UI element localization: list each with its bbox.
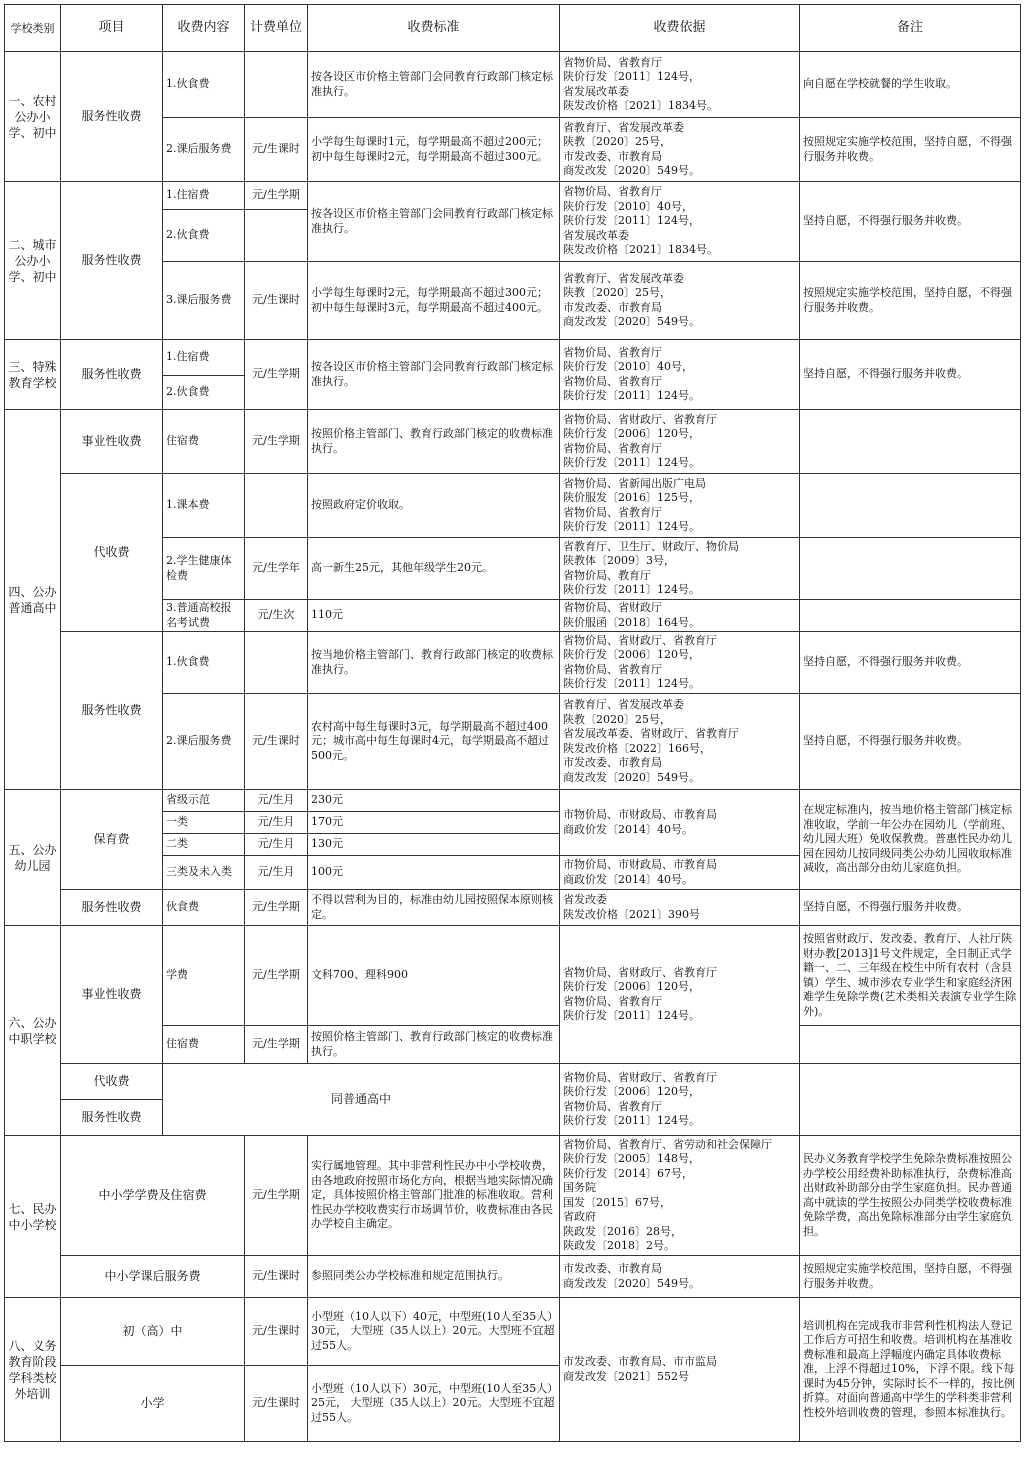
item-cell: 3.普通高校报名考试费	[163, 600, 245, 632]
header-content: 收费内容	[163, 5, 245, 52]
note-cell	[800, 474, 1021, 538]
item-cell: 1.伙食费	[163, 632, 245, 694]
unit-cell: 元/生月	[245, 790, 308, 812]
item-cell: 住宿费	[163, 1026, 245, 1064]
standard-cell: 实行属地管理。其中非营利性民办中小学校收费，由各地政府按照市场化方向，根据当地实际情况确定，具体按照价格主管部门批准的标准收取。营利性民办学校收费实行市场调节价，收费标准由各民办学校自主确定。	[308, 1136, 560, 1256]
category-cell: 一、农村公办小学、初中	[5, 52, 61, 182]
note-cell: 按照规定实施学校范围，坚持自愿，不得强行服务并收费。	[800, 1256, 1021, 1298]
item-cell: 1.住宿费	[163, 340, 245, 376]
unit-cell: 元/生课时	[245, 694, 308, 790]
basis-cell: 市物价局、市财政局、市教育局 商政价发〔2014〕40号。	[560, 856, 800, 890]
item-cell: 2.课后服务费	[163, 694, 245, 790]
unit-cell	[245, 474, 308, 538]
basis-cell: 省发改委 陕发改价格〔2021〕390号	[560, 890, 800, 926]
unit-cell: 元/生学期	[245, 182, 308, 210]
unit-cell: 元/生月	[245, 856, 308, 890]
table-row	[5, 1064, 1021, 1100]
project-cell: 事业性收费	[61, 926, 163, 1064]
header-basis: 收费依据	[560, 5, 800, 52]
category-cell: 二、城市公办小学、初中	[5, 182, 61, 340]
project-cell: 中小学学费及住宿费	[61, 1136, 245, 1256]
table-row	[5, 340, 1021, 376]
unit-cell: 元/生课时	[245, 262, 308, 340]
standard-cell: 小型班（10人以下）40元，中型班(10人至35人）30元， 大型班（35人以上）20元。大型班不宜超过55人。	[308, 1298, 560, 1366]
item-cell: 三类及未入类	[163, 856, 245, 890]
project-cell: 服务性收费	[61, 632, 163, 790]
unit-cell: 元/生课时	[245, 1298, 308, 1366]
unit-cell: 元/生学期	[245, 890, 308, 926]
project-cell: 初（高）中	[61, 1298, 245, 1366]
item-cell: 1.住宿费	[163, 182, 245, 210]
item-cell: 1.课本费	[163, 474, 245, 538]
basis-cell: 省物价局、省财政厅、省教育厅 陕价行发〔2006〕120号， 省物价局、省教育厅 陕价行发〔2011〕124号。	[560, 1064, 800, 1136]
unit-cell: 元/生次	[245, 600, 308, 632]
basis-cell: 市发改委、市教育局 商发改发〔2020〕549号。	[560, 1256, 800, 1298]
category-cell: 五、公办幼儿园	[5, 790, 61, 926]
category-cell: 六、公办中职学校	[5, 926, 61, 1136]
note-cell: 民办义务教育学校学生免除杂费标准按照公办学校公用经费补助标准执行，杂费标准高出财政补助部分由学生家庭负担。民办普通高中就读的学生按照公办同类学校收费标准免除学费，高出免除标准部分由学生家庭负担。	[800, 1136, 1021, 1256]
basis-cell: 省教育厅、省发展改革委 陕教〔2020〕25号， 市发改委、市教育局 商发改发〔2020〕549号。	[560, 262, 800, 340]
note-cell	[800, 600, 1021, 632]
table-row	[5, 632, 1021, 694]
table-row	[5, 790, 1021, 812]
note-cell	[800, 410, 1021, 474]
table-row	[5, 1136, 1021, 1256]
note-cell: 按照省财政厅、发改委、教育厅、人社厅陕财办教[2013]1号文件规定，全日制正式学籍一、二、三年级在校生中所有农村（含县镇）学生、城市涉农专业学生和家庭经济困难学生免除学费(艺术类相关表演专业学生除外)。	[800, 926, 1021, 1026]
project-cell: 服务性收费	[61, 890, 163, 926]
basis-cell: 市物价局、市财政局、市教育局 商政价发〔2014〕40号。	[560, 790, 800, 856]
standard-cell: 高一新生25元，其他年级学生20元。	[308, 538, 560, 600]
basis-cell: 省物价局、省教育厅、省劳动和社会保障厅 陕价行发〔2005〕148号， 陕价行发〔2014〕67号， 国务院 国发〔2015〕67号， 省政府 陕政发〔2016〕28号， 陕政发〔2018〕2号。	[560, 1136, 800, 1256]
note-cell: 坚持自愿，不得强行服务并收费。	[800, 632, 1021, 694]
project-cell: 中小学课后服务费	[61, 1256, 245, 1298]
unit-cell: 元/生学期	[245, 1026, 308, 1064]
header-note: 备注	[800, 5, 1021, 52]
unit-cell	[245, 52, 308, 118]
project-cell: 代收费	[61, 474, 163, 632]
standard-cell: 不得以营利为目的，标准由幼儿园按照保本原则核定。	[308, 890, 560, 926]
project-cell: 服务性收费	[61, 1100, 163, 1136]
unit-cell: 元/生学期	[245, 926, 308, 1026]
item-cell: 住宿费	[163, 410, 245, 474]
unit-cell: 元/生课时	[245, 118, 308, 182]
unit-cell	[245, 632, 308, 694]
standard-cell: 按当地价格主管部门、教育行政部门核定的收费标准执行。	[308, 632, 560, 694]
header-school-type: 学校类别	[5, 5, 61, 52]
basis-cell: 市发改委、市教育局、市市监局 商发改发〔2021〕552号	[560, 1298, 800, 1442]
standard-cell: 参照同类公办学校标准和规定范围执行。	[308, 1256, 560, 1298]
header-row	[5, 5, 1021, 52]
basis-cell: 省物价局、省财政厅、省教育厅 陕价行发〔2006〕120号， 省物价局、省教育厅 陕价行发〔2011〕124号。	[560, 410, 800, 474]
standard-cell: 按各设区市价格主管部门会同教育行政部门核定标准执行。	[308, 52, 560, 118]
table-row	[5, 410, 1021, 474]
item-cell: 2.学生健康体检费	[163, 538, 245, 600]
basis-cell: 省物价局、省教育厅 陕价行发〔2011〕124号， 省发展改革委 陕发改价格〔2021〕1834号。	[560, 52, 800, 118]
note-cell: 按照规定实施学校范围，坚持自愿，不得强行服务并收费。	[800, 262, 1021, 340]
category-cell: 八、义务教育阶段学科类校外培训	[5, 1298, 61, 1442]
basis-cell: 省物价局、省财政厅、省教育厅 陕价行发〔2006〕120号， 省物价局、省教育厅 陕价行发〔2011〕124号。	[560, 632, 800, 694]
project-cell: 服务性收费	[61, 52, 163, 182]
category-cell: 七、民办中小学校	[5, 1136, 61, 1298]
item-cell: 2.伙食费	[163, 376, 245, 410]
standard-cell: 农村高中每生每课时3元，每学期最高不超过400元；城市高中每生每课时4元，每学期最高不超过500元。	[308, 694, 560, 790]
header-standard: 收费标准	[308, 5, 560, 52]
note-cell: 坚持自愿，不得强行服务并收费。	[800, 340, 1021, 410]
standard-cell: 130元	[308, 834, 560, 856]
standard-cell: 小学每生每课时2元，每学期最高不超过300元；初中每生每课时3元，每学期最高不超过400元。	[308, 262, 560, 340]
note-cell	[800, 1026, 1021, 1064]
basis-cell: 省物价局、省教育厅 陕价行发〔2010〕40号， 省物价局、省教育厅 陕价行发〔2011〕124号。	[560, 340, 800, 410]
unit-cell: 元/生课时	[245, 1366, 308, 1442]
unit-cell: 元/生月	[245, 812, 308, 834]
item-cell: 一类	[163, 812, 245, 834]
basis-cell: 省教育厅、卫生厅、财政厅、物价局 陕教体〔2009〕3号， 省物价局、教育厅 陕价行发〔2011〕124号。	[560, 538, 800, 600]
standard-cell: 小学每生每课时1元，每学期最高不超过200元；初中每生每课时2元，每学期最高不超过300元。	[308, 118, 560, 182]
table-row	[5, 52, 1021, 118]
project-cell: 服务性收费	[61, 182, 163, 340]
project-cell: 服务性收费	[61, 340, 163, 410]
note-cell: 向自愿在学校就餐的学生收取。	[800, 52, 1021, 118]
item-cell: 2.伙食费	[163, 210, 245, 262]
table-row	[5, 1256, 1021, 1298]
unit-cell: 元/生学年	[245, 538, 308, 600]
note-cell: 坚持自愿，不得强行服务并收费。	[800, 694, 1021, 790]
unit-cell	[245, 210, 308, 262]
item-cell: 省级示范	[163, 790, 245, 812]
project-cell: 小学	[61, 1366, 245, 1442]
basis-cell: 省物价局、省教育厅 陕价行发〔2010〕40号， 陕价行发〔2011〕124号， 省发展改革委 陕发改价格〔2021〕1834号。	[560, 182, 800, 262]
basis-cell: 省物价局、省财政厅 陕价服函〔2018〕164号。	[560, 600, 800, 632]
unit-cell: 元/生课时	[245, 1256, 308, 1298]
project-cell: 保育费	[61, 790, 163, 890]
item-cell: 二类	[163, 834, 245, 856]
table-row	[5, 474, 1021, 538]
category-cell: 四、公办普通高中	[5, 410, 61, 790]
table-row	[5, 1298, 1021, 1366]
fee-table	[4, 4, 1021, 1442]
unit-cell: 元/生学期	[245, 1136, 308, 1256]
standard-cell: 按照政府定价收取。	[308, 474, 560, 538]
same-as-high-school-cell: 同普通高中	[163, 1064, 560, 1136]
table-row	[5, 182, 1021, 210]
standard-cell: 按各设区市价格主管部门会同教育行政部门核定标准执行。	[308, 340, 560, 410]
category-cell: 三、特殊教育学校	[5, 340, 61, 410]
standard-cell: 按照价格主管部门、教育行政部门核定的收费标准执行。	[308, 410, 560, 474]
note-cell	[800, 538, 1021, 600]
header-unit: 计费单位	[245, 5, 308, 52]
basis-cell: 省教育厅、省发展改革委 陕教〔2020〕25号， 市发改委、市教育局 商发改发〔2020〕549号。	[560, 118, 800, 182]
table-row	[5, 926, 1021, 1026]
standard-cell: 按各设区市价格主管部门会同教育行政部门核定标准执行。	[308, 182, 560, 262]
item-cell: 2.课后服务费	[163, 118, 245, 182]
standard-cell: 文科700、理科900	[308, 926, 560, 1026]
note-cell: 坚持自愿，不得强行服务并收费。	[800, 890, 1021, 926]
note-cell	[800, 1064, 1021, 1136]
standard-cell: 按照价格主管部门、教育行政部门核定的收费标准执行。	[308, 1026, 560, 1064]
standard-cell: 100元	[308, 856, 560, 890]
standard-cell: 110元	[308, 600, 560, 632]
note-cell: 按照规定实施学校范围，坚持自愿，不得强行服务并收费。	[800, 118, 1021, 182]
item-cell: 1.伙食费	[163, 52, 245, 118]
unit-cell: 元/生月	[245, 834, 308, 856]
item-cell: 3.课后服务费	[163, 262, 245, 340]
unit-cell: 元/生学期	[245, 340, 308, 410]
standard-cell: 170元	[308, 812, 560, 834]
note-cell: 培训机构在完成我市非营利性机构法人登记工作后方可招生和收费。培训机构在基准收费标准和最高上浮幅度内确定具体收费标准，上浮不得超过10%，下浮不限。线下每课时为45分钟，实际时长不一样的，按比例折算。对面向普通高中学生的学科类非营利性校外培训收费的管理，参照本标准执行。	[800, 1298, 1021, 1442]
item-cell: 学费	[163, 926, 245, 1026]
project-cell: 事业性收费	[61, 410, 163, 474]
standard-cell: 230元	[308, 790, 560, 812]
standard-cell: 小型班（10人以下）30元，中型班(10人至35人）25元， 大型班（35人以上）20元。大型班不宜超过55人。	[308, 1366, 560, 1442]
unit-cell: 元/生学期	[245, 410, 308, 474]
basis-cell: 省教育厅、省发展改革委 陕教〔2020〕25号， 省发展改革委、省财政厅、省教育厅 陕发改价格〔2022〕166号， 市发改委、市教育局 商发改发〔2020〕549号。	[560, 694, 800, 790]
item-cell: 伙食费	[163, 890, 245, 926]
note-cell: 在规定标准内，按当地价格主管部门核定标准收取，学前一年公办在园幼儿（学前班、幼儿园大班）免收保教费。普惠性民办幼儿园在园幼儿按同级同类公办幼儿园收取标准减收，高出部分由幼儿家庭负担。	[800, 790, 1021, 890]
basis-cell: 省物价局、省新闻出版广电局 陕价服发〔2016〕125号， 省物价局、省教育厅 陕价行发〔2011〕124号。	[560, 474, 800, 538]
basis-cell: 省物价局、省财政厅、省教育厅 陕价行发〔2006〕120号， 省物价局、省教育厅 陕价行发〔2011〕124号。	[560, 926, 800, 1064]
table-row	[5, 890, 1021, 926]
header-project: 项目	[61, 5, 163, 52]
note-cell: 坚持自愿，不得强行服务并收费。	[800, 182, 1021, 262]
project-cell: 代收费	[61, 1064, 163, 1100]
